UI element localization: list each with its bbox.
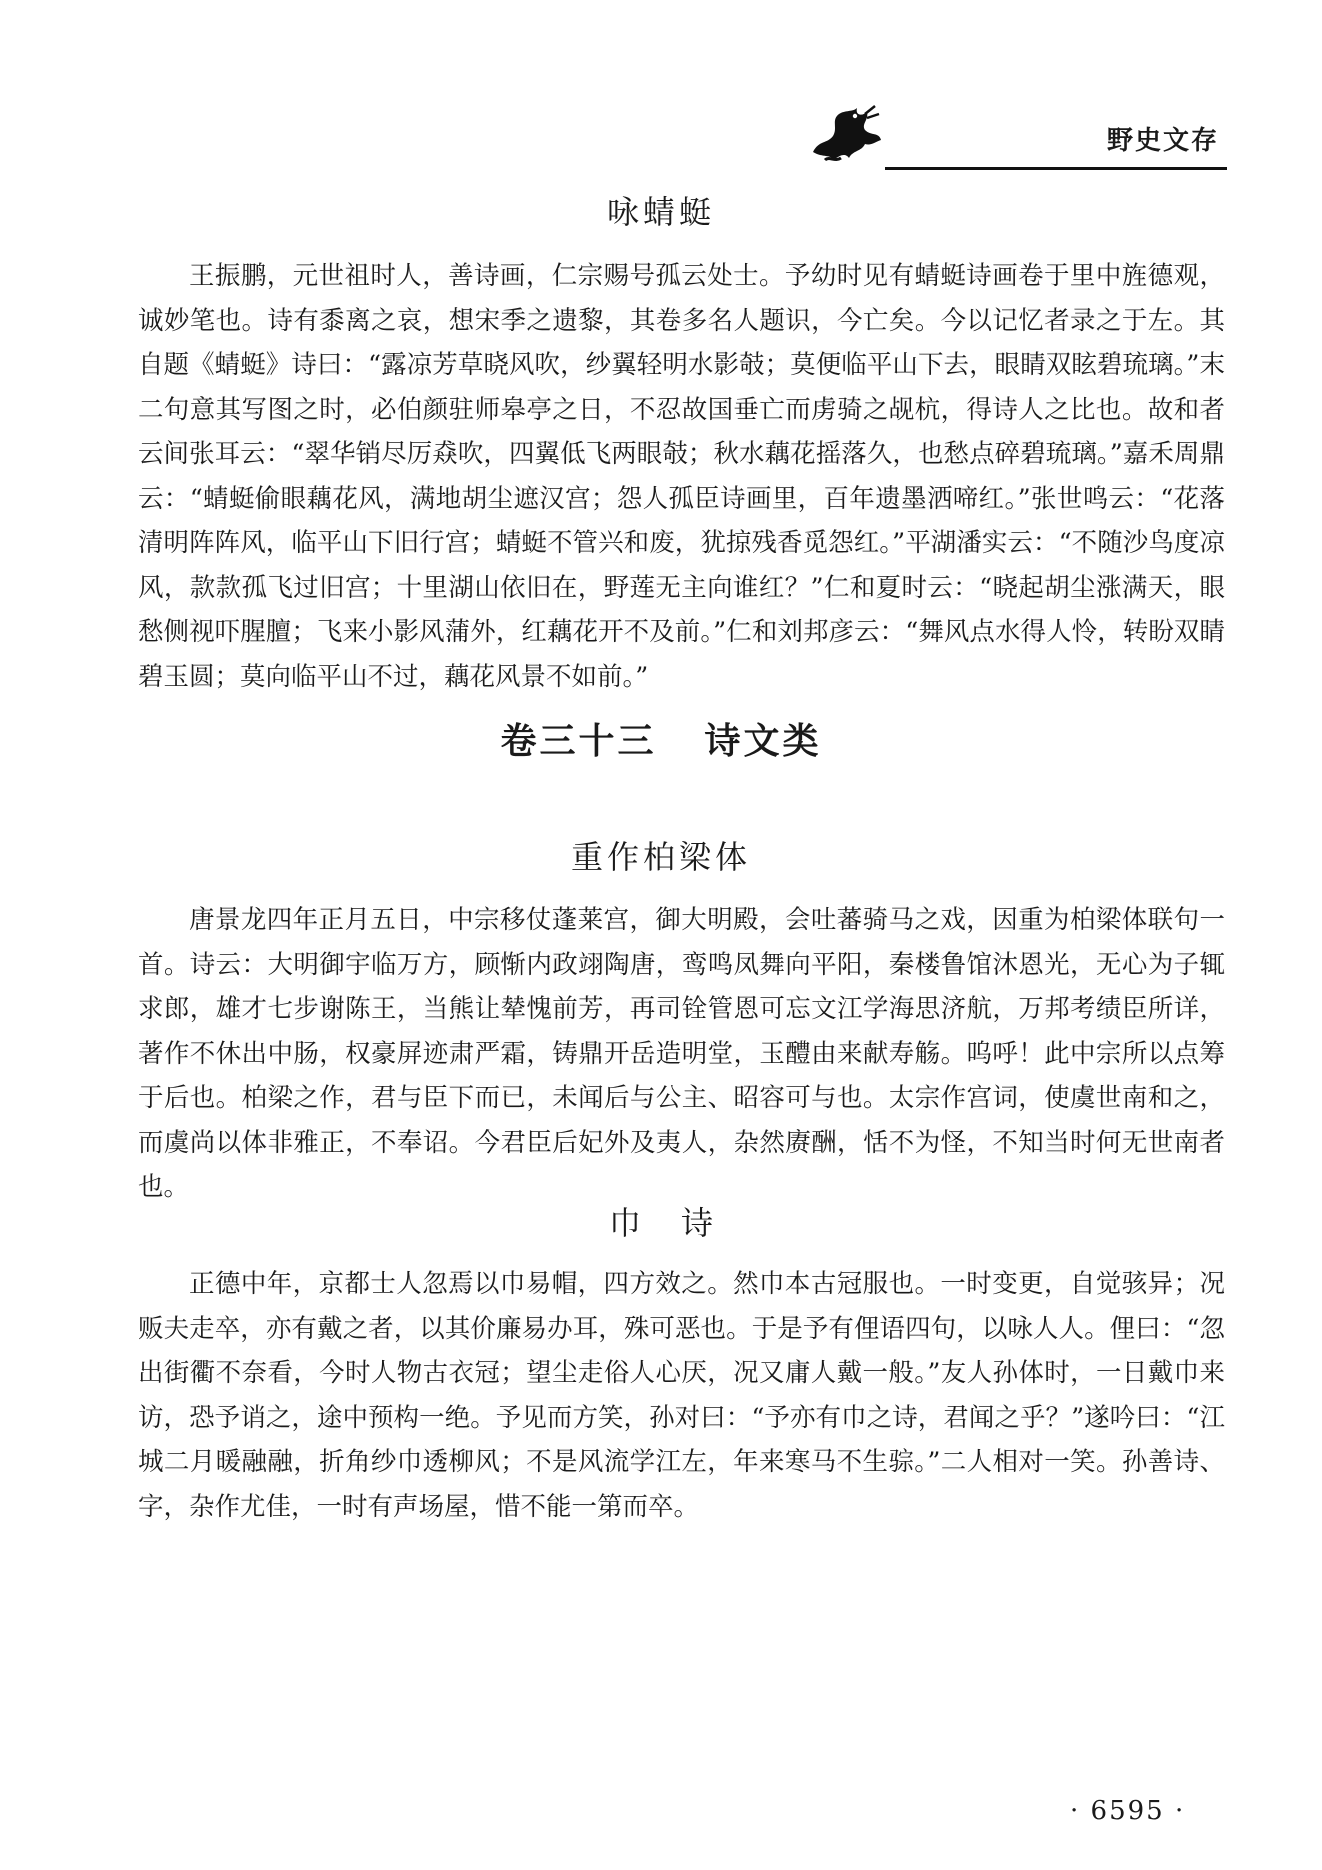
dragon-emblem-icon	[805, 100, 885, 166]
running-header	[805, 92, 1227, 170]
chapter-category: 诗文类	[704, 721, 822, 762]
chapter-heading	[0, 713, 1322, 764]
page-number: · 6595 ·	[1070, 1796, 1186, 1826]
section-title-headscarf: 巾诗	[608, 1204, 753, 1242]
section-title-dragonfly: 咏蜻蜓	[606, 193, 715, 231]
section-paragraph-boliang: 唐景龙四年正月五日，中宗移仗蓬莱宫，御大明殿，会吐蕃骑马之戏，因重为柏梁体联句一首。诗云：大明御宇临万方，顾惭内政翊陶唐，鸾鸣凤舞向平阳，秦楼鲁馆沐恩光，无心为子辄求郎，雄才七步谢陈王，当熊让辇愧前芳，再司铨管恩可忘文江学海思济航，万邦考绩臣所详，著作不休出中肠，权豪屏迹肃严霜，铸鼎开岳造明堂，玉醴由来献寿觞。呜呼！此中宗所以点筹于后也。柏梁之作，君与臣下而已，未闻后与公主、昭容可与也。太宗作宫词，使虞世南和之，而虞尚以体非雅正，不奉诏。今君臣后妃外及夷人，杂然赓酬，恬不为怪，不知当时何无世南者也。	[138, 905, 1225, 1202]
section-paragraph-headscarf: 正德中年，京都士人忽焉以巾易帽，四方效之。然巾本古冠服也。一时变更，自觉骇异；况贩夫走卒，亦有戴之者，以其价廉易办耳，殊可恶也。于是予有俚语四句，以咏人人。俚曰：“忽出街衢不奈看，今时人物古衣冠；望尘走俗人心厌，况又庸人戴一般。”友人孙体时，一日戴巾来访，恐予诮之，途中预构一绝。予见而方笑，孙对曰：“予亦有巾之诗，君闻之乎？”遂吟曰：“江城二月暖融融，折角纱巾透柳风；不是风流学江左，年来寒马不生骔。”二人相对一笑。孙善诗、字，杂作尤佳，一时有声场屋，惜不能一第而卒。	[138, 1269, 1225, 1522]
section-title-boliang: 重作柏梁体	[570, 838, 751, 876]
header-rule	[885, 167, 1227, 170]
chapter-volume: 卷三十三	[500, 721, 657, 762]
running-header-title: 野史文存	[1106, 126, 1219, 156]
section-paragraph-dragonfly: 王振鹏，元世祖时人，善诗画，仁宗赐号孤云处士。予幼时见有蜻蜓诗画卷于里中旌德观，诚妙笔也。诗有黍离之哀，想宋季之遗黎，其卷多名人题识，今亡矣。今以记忆者录之于左。其自题《蜻蜓》诗曰：“露凉芳草晓风吹，纱翼轻明水影攲；莫便临平山下去，眼睛双眩碧琉璃。”末二句意其写图之时，必伯颜驻师皋亭之日，不忍故国垂亡而虏骑之觇杭，得诗人之比也。故和者云间张耳云：“翠华销尽厉猋吹，四翼低飞两眼攲；秋水藕花摇落久，也愁点碎碧琉璃。”嘉禾周鼎云：“蜻蜓偷眼藕花风，满地胡尘遮汉宫；怨人孤臣诗画里，百年遗墨洒啼红。”张世鸣云：“花落清明阵阵风，临平山下旧行宫；蜻蜓不管兴和废，犹掠残香觅怨红。”平湖潘实云：“不随沙鸟度凉风，款款孤飞过旧宫；十里湖山依旧在，野莲无主向谁红？”仁和夏时云：“晓起胡尘涨满天，眼愁侧视吓腥膻；飞来小影风蒲外，红藕花开不及前。”仁和刘邦彦云：“舞风点水得人怜，转盼双睛碧玉圆；莫向临平山不过，藕花风景不如前。”	[138, 261, 1225, 692]
